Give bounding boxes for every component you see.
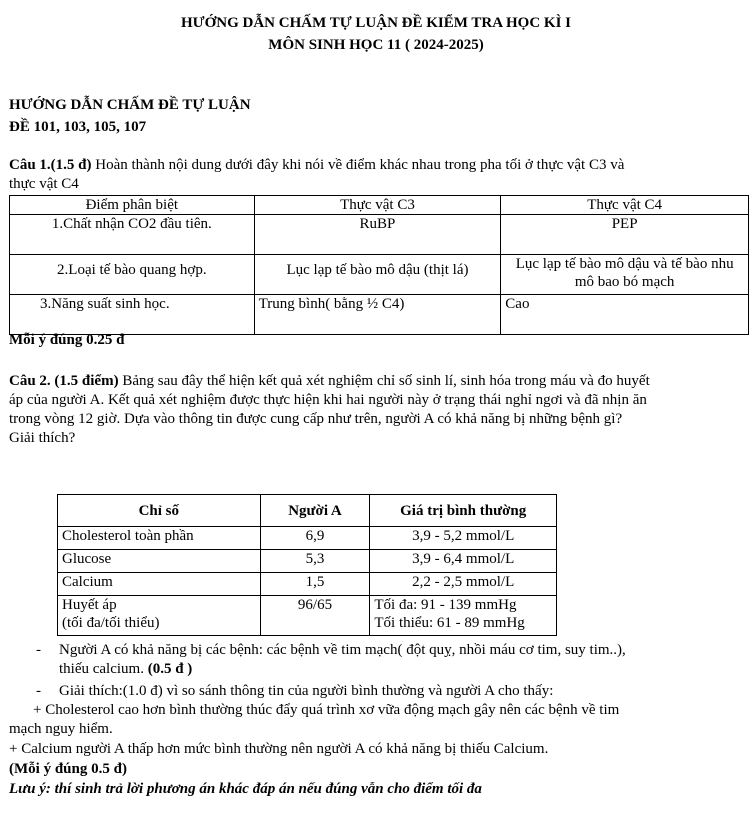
table-cell: RuBP: [254, 215, 501, 255]
table-cell: 6,9: [260, 527, 370, 550]
table-header-cell: Chỉ số: [58, 495, 261, 527]
question-1-text: [9, 156, 749, 174]
table-cell: 3,9 - 5,2 mmol/L: [370, 527, 557, 550]
table-cell: 1,5: [260, 573, 370, 596]
exam-codes: ĐỀ 101, 103, 105, 107: [9, 119, 147, 135]
document-subtitle: MÔN SINH HỌC 11 ( 2024-2025): [268, 37, 484, 53]
table-cell-line: Huyết áp: [62, 597, 117, 613]
table-cell: Trung bình( bằng ½ C4): [254, 295, 501, 335]
question-1-label: Câu 1.(1.5 đ): [9, 157, 92, 173]
answer-point-1-line1: Người A có khả năng bị các bệnh: các bệnh về tim mạch( đột quỵ, nhồi máu cơ tim, suy tim..),: [59, 642, 626, 658]
question-1-score-note: Mỗi ý đúng 0.25 đ: [9, 332, 125, 348]
answer-explain-2: + Calcium người A thấp hơn mức bình thường nên người A có khả năng bị thiếu Calcium.: [9, 741, 549, 757]
table-cell: Cholesterol toàn phần: [58, 527, 261, 550]
table-cell: Lục lạp tế bào mô dậu (thịt lá): [254, 255, 501, 295]
table-cell: [370, 596, 557, 636]
table-row: [58, 527, 557, 550]
table-cell: Glucose: [58, 550, 261, 573]
answer-point-1-score: (0.5 đ ): [147, 661, 193, 677]
table-cell-line: Tối đa: 91 - 139 mmHg: [374, 597, 517, 613]
question-2-text: [9, 372, 751, 390]
table-cell: Lục lạp tế bào mô dậu và tế bào nhu mô bao bó mạch: [501, 255, 749, 295]
answer-point-1-line2: [59, 660, 192, 678]
table-cell: 1.Chất nhận CO2 đầu tiên.: [10, 215, 255, 255]
table-row: [58, 573, 557, 596]
table-header-cell: Giá trị bình thường: [370, 495, 557, 527]
blood-test-table: [57, 494, 557, 636]
question-2-text-line1: Bảng sau đây thể hiện kết quả xét nghiệm chỉ số sinh lí, sinh hóa trong máu và đo huyết: [118, 373, 650, 389]
question-1-text-line2: thực vật C4: [9, 176, 79, 192]
answer-explain-1-line1: + Cholesterol cao hơn bình thường thúc đẩy quá trình xơ vữa động mạch gây nên các bệnh về tim: [33, 702, 620, 718]
bullet-dash: -: [36, 642, 41, 658]
question-2-score-note: (Mỗi ý đúng 0.5 đ): [9, 761, 127, 777]
question-2-label: Câu 2. (1.5 điểm): [9, 373, 119, 389]
table-header-row: [58, 495, 557, 527]
table-cell: Cao: [501, 295, 749, 335]
table-row: [58, 550, 557, 573]
answer-point-2: Giải thích:(1.0 đ) vì so sánh thông tin của người bình thường và người A cho thấy:: [59, 683, 554, 699]
table-cell-line: Tối thiểu: 61 - 89 mmHg: [374, 615, 525, 631]
table-cell: 3,9 - 6,4 mmol/L: [370, 550, 557, 573]
answer-point-1-text: thiếu calcium.: [59, 661, 148, 677]
table-row: [10, 215, 749, 255]
document-title: HƯỚNG DẪN CHẤM TỰ LUẬN ĐỀ KIỂM TRA HỌC KÌ I: [180, 15, 572, 31]
table-row: [10, 255, 749, 295]
question-2-text-line4: Giải thích?: [9, 430, 76, 446]
table-row: [10, 295, 749, 335]
table-header-row: [10, 196, 749, 215]
table-row: [58, 596, 557, 636]
bullet-dash: -: [36, 683, 41, 699]
question-2-text-line3: trong vòng 12 giờ. Dựa vào thông tin được cung cấp như trên, người A có khả năng bị những bệnh gì?: [9, 411, 623, 427]
table-cell: 2,2 - 2,5 mmol/L: [370, 573, 557, 596]
table-cell: Calcium: [58, 573, 261, 596]
answer-explain-1-line2: mạch nguy hiểm.: [9, 721, 113, 737]
table-cell: 2.Loại tế bào quang hợp.: [10, 255, 255, 295]
table-cell: 5,3: [260, 550, 370, 573]
table-cell: PEP: [501, 215, 749, 255]
grading-note: Lưu ý: thí sinh trả lời phương án khác đáp án nếu đúng vẫn cho điểm tối đa: [9, 781, 482, 797]
table-header-cell: Điểm phân biệt: [10, 196, 255, 215]
question-2-text-line2: áp của người A. Kết quả xét nghiệm được thực hiện khi hai người này ở trạng thái nghỉ ngơi và đã nhịn ăn: [9, 392, 647, 408]
comparison-table: [9, 195, 749, 335]
table-header-cell: Thực vật C4: [501, 196, 749, 215]
table-cell: 96/65: [260, 596, 370, 636]
question-1-text-line1: Hoàn thành nội dung dưới đây khi nói về điểm khác nhau trong pha tối ở thực vật C3 và: [91, 157, 625, 173]
table-header-cell: Người A: [260, 495, 370, 527]
table-cell: 3.Năng suất sinh học.: [10, 295, 255, 335]
table-cell-line: (tối đa/tối thiểu): [62, 615, 160, 631]
table-cell: [58, 596, 261, 636]
section-title: HƯỚNG DẪN CHẤM ĐỀ TỰ LUẬN: [9, 97, 251, 113]
table-header-cell: Thực vật C3: [254, 196, 501, 215]
